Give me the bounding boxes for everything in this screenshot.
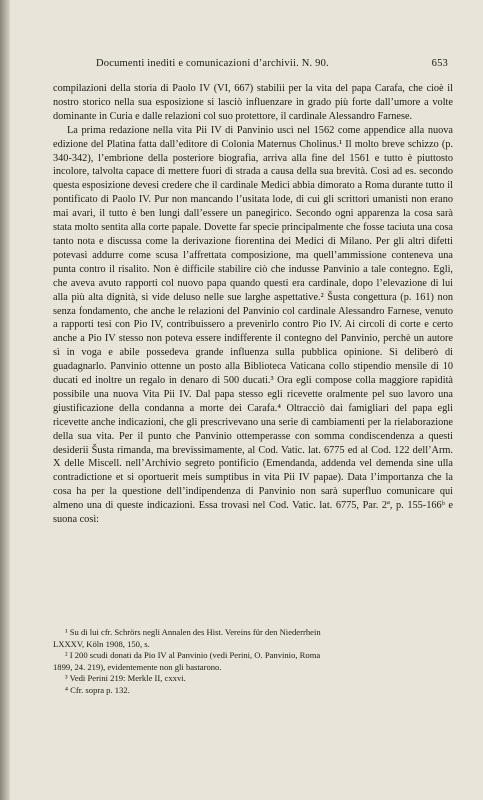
main-text bbox=[53, 82, 453, 527]
running-header bbox=[48, 58, 448, 74]
binding-gutter-shadow bbox=[0, 0, 10, 800]
footnote-1-line-1: ¹ Su di lui cfr. Schrörs negli Annalen des Hist. Vereins für den Niederrhein bbox=[65, 627, 321, 637]
footnote-2-line-2: 1899, 24. 219), evidentemente non gli bastarono. bbox=[53, 661, 222, 672]
footnote-2-line-1: ² I 200 scudi donati da Pio IV al Panvinio (vedi Perini, O. Panvinio, Roma bbox=[65, 650, 321, 661]
footnote-4: ⁴ Cfr. sopra p. 132. bbox=[65, 684, 130, 695]
running-title: Documenti inediti e comunicazioni d’archivii. N. 90. bbox=[96, 58, 329, 69]
paragraph-1: compilazioni della storia di Paolo IV (VI, 667) stabilìi per la vita del papa Carafa, che cioè il nostro storico nella sua esposizione si lasciò influenzare in grado più forte dall’umore a volte dominante in Curia e dalle relazioni col suo protettore, il cardinale Alessandro Farnese. bbox=[53, 83, 453, 122]
footnote-3: ³ Vedi Perini 219: Merkle II, cxxvi. bbox=[65, 673, 186, 684]
footnote-1-line-2: LXXXV, Köln 1908, 150, s. bbox=[53, 638, 150, 649]
page-number: 653 bbox=[431, 58, 448, 69]
footnotes bbox=[53, 627, 453, 697]
paragraph-2: La prima redazione nella vita Pii IV di Panvinio uscì nel 1562 come appendice alla nuova edizione del Platina fatta dall’editore di Colonia Maternus Cholinus.¹ Il molto breve schizzo (p. 340-342), l’embrione della posteriore biografia, arriva alla fine del 1561 e tutto è piuttosto incolore, talvolta capace di mettere fuori di strada a causa della sua brevità. Così ad es. secondo questa esposizione devesi credere che il cardinale Medici abbia dimorato a Roma durante tutto il pontificato di Paolo IV. Pur non mancando l’usitata lode, di cui gli scrittori umanisti non erano mai avari, il tutto è ben lungi dall’essere un panegirico. Secondo ogni apparenza la cosa sarà stata molto sentita alla corte papale. Dovette far specie principalmente che fosse taciuta una cosa tanto nota e discussa come la derivazione fiorentina dei Medici di Milano. Per gli altri difetti potevasi addurre come scusa l’affrettata composizione, ma quell’ammissione conteneva una punta contro il risalito. Non è difficile stabilire ciò che indusse Panvinio a tale contegno. Egli, che aveva avuto rapporti col nuovo papa quando questi era cardinale, dopo l’elevazione di lui alla più alta dignità, si vide deluso nelle sue larghe aspettative.² Šusta congettura (p. 161) non senza fondamento, che anche le relazioni del Panvinio col cardinale Alessandro Farnese, venuto a rapporti tesi con Pio IV, contribuissero a prevenirlo contro Pio IV. Ai circoli di corte e certo anche a Pio IV stesso non poteva essere indifferente il contegno del Panvinio, perchè un autore sì in voga e abile possedeva grande influenza sulla pubblica opinione. Si deliberò di guadagnarlo. Panvinio ottenne un posto alla Biblioteca Vaticana collo stipendio mensile di 10 ducati ed inoltre un regalo in denaro di 500 ducati.³ Ora egli compose colla maggiore rapidità possibile una nuova Vita Pii IV. Dal papa stesso egli ricevette oralmente pel suo lavoro una giustificazione della condanna a morte dei Carafa.⁴ Oltracciò dai famigliari del papa egli ricevette anche indicazioni, che gli prescrivevano una serie di cambiamenti per la rielaborazione della sua vita. Per il punto che Panvinio ottemperasse con somma condiscendenza a questi desiderii Šusta rimanda, ma brevissimamente, al Cod. Vatic. lat. 6775 ed al Cod. 122 dell’Arm. X delle Miscell. nell’Archivio segreto pontificio (Emendanda, addenda vel demenda sine ulla contradictione et si oportuerit meis sumptibus in vita Pii IV papae). Data l’importanza che la cosa ha per la questione dell’indipendenza di Panvinio non sarà superfluo comunicare qui almeno una di queste indicazioni. Essa trovasi nel Cod. Vatic. lat. 6775, Par. 2ª, p. 155-166ᵇ e suona così: bbox=[53, 124, 453, 526]
